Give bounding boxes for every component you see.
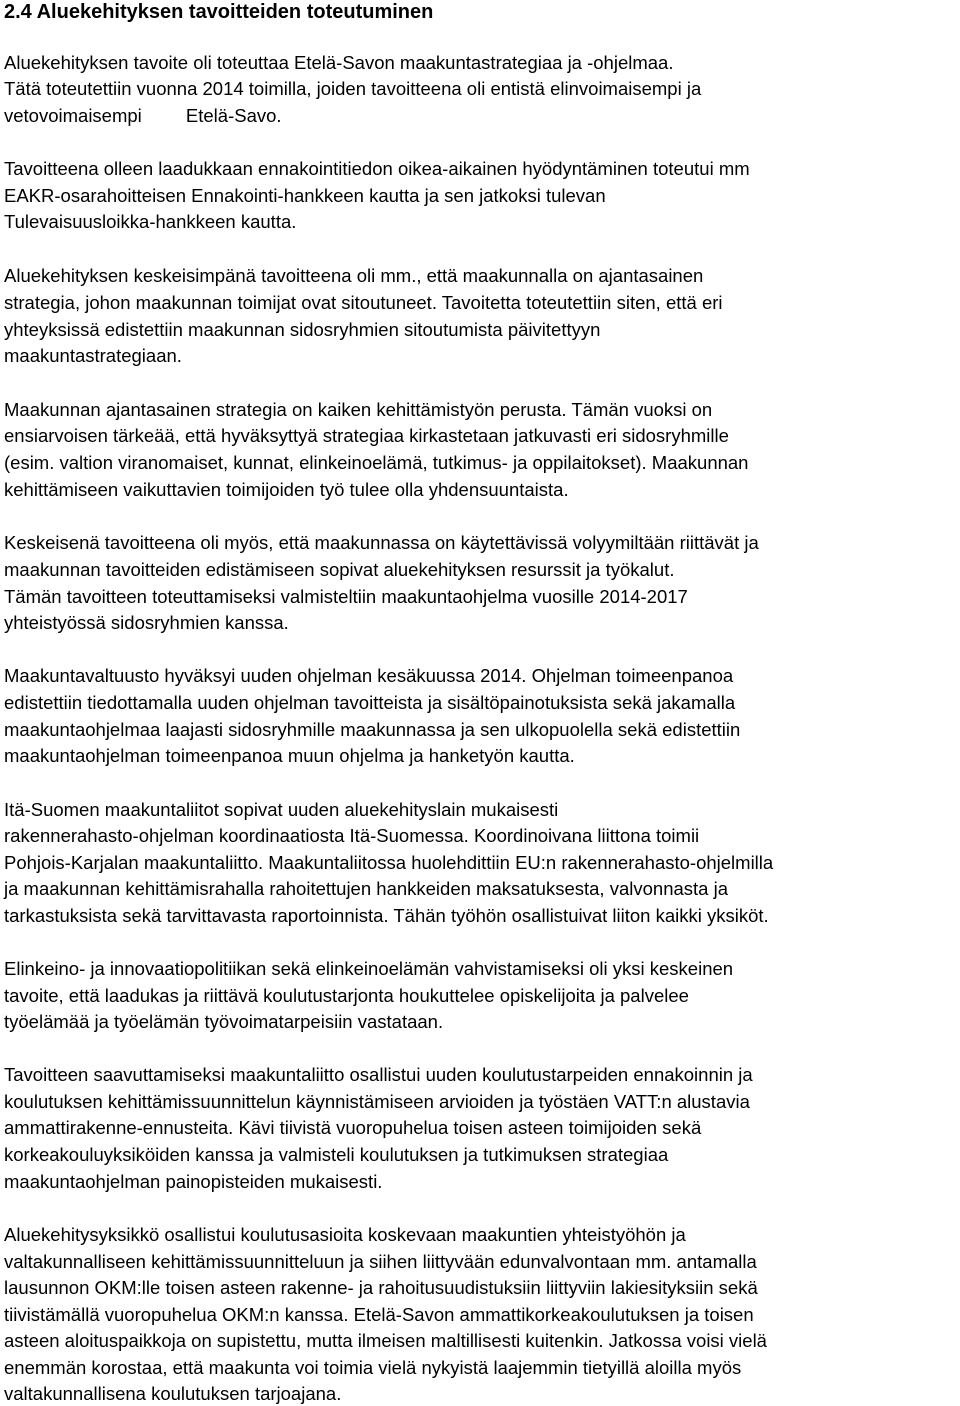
text-line: korkeakouluyksiköiden kanssa ja valmisteli koulutuksen ja tutkimuksen strategiaa	[4, 1144, 669, 1165]
text-line: Itä-Suomen maakuntaliitot sopivat uuden aluekehityslain mukaisesti	[4, 799, 559, 820]
text-line: vetovoimaisempi Etelä-Savo.	[4, 105, 282, 126]
text-line: valtakunnalliseen kehittämissuunnitteluun ja siihen liittyvään edunvalvontaan mm. antamalla	[4, 1251, 757, 1272]
text-line: edistettiin tiedottamalla uuden ohjelman tavoitteista ja sisältöpainotuksista sekä jakamalla	[4, 692, 736, 713]
text-line: tarkastuksista sekä tarvittavasta raportoinnista. Tähän työhön osallistuivat liiton kaikki yksiköt.	[4, 905, 769, 926]
text-line: (esim. valtion viranomaiset, kunnat, elinkeinoelämä, tutkimus- ja oppilaitokset). Maakunnan	[4, 452, 749, 473]
text-line: ensiarvoisen tärkeää, että hyväksyttyä strategiaa kirkastetaan jatkuvasti eri sidosryhmille	[4, 425, 729, 446]
text-line: yhteyksissä edistettiin maakunnan sidosryhmien sitoutumista päivitettyyn	[4, 319, 601, 340]
text-line: Tätä toteutettiin vuonna 2014 toimilla, joiden tavoitteena oli entistä elinvoimaisempi ja	[4, 78, 702, 99]
text-line: Pohjois-Karjalan maakuntaliitto. Maakuntaliitossa huolehdittiin EU:n rakennerahasto-ohjelmilla	[4, 852, 774, 873]
text-line: maakuntastrategiaan.	[4, 345, 182, 366]
text-line: lausunnon OKM:lle toisen asteen rakenne- ja rahoitusuudistuksiin liittyviin lakiesityksiin sekä	[4, 1277, 758, 1298]
text-line: maakuntaohjelmaa laajasti sidosryhmille maakunnassa ja sen ulkopuolella sekä edistettiin	[4, 719, 741, 740]
text-line: asteen aloituspaikkoja on supistettu, mutta ilmeisen maltillisesti kuitenkin. Jatkossa voisi vielä	[4, 1330, 767, 1351]
text-line: kehittämiseen vaikuttavien toimijoiden työ tulee olla yhdensuuntaista.	[4, 479, 569, 500]
section-heading: 2.4 Aluekehityksen tavoitteiden toteutuminen	[4, 1, 434, 23]
text-line: työelämää ja työelämän työvoimatarpeisiin vastataan.	[4, 1011, 444, 1032]
text-line: Aluekehityksen keskeisimpänä tavoitteena oli mm., että maakunnalla on ajantasainen	[4, 265, 704, 286]
text-line: tavoite, että laadukas ja riittävä koulutustarjonta houkuttelee opiskelijoita ja palvelee	[4, 985, 689, 1006]
text-line: Tulevaisuusloikka-hankkeen kautta.	[4, 211, 297, 232]
text-line: Keskeisenä tavoitteena oli myös, että maakunnassa on käytettävissä volyymiltään riittävät ja	[4, 532, 759, 553]
text-line: EAKR-osarahoitteisen Ennakointi-hankkeen kautta ja sen jatkoksi tulevan	[4, 185, 606, 206]
text-line: ja maakunnan kehittämisrahalla rahoitettujen hankkeiden maksatuksesta, valvonnasta ja	[4, 878, 728, 899]
text-line: valtakunnallisena koulutuksen tarjoajana.	[4, 1383, 342, 1404]
text-line: ammattirakenne-ennusteita. Kävi tiivistä vuoropuhelua toisen asteen toimijoiden sekä	[4, 1117, 702, 1138]
text-line: rakennerahasto-ohjelman koordinaatiosta Itä-Suomessa. Koordinoivana liittona toimii	[4, 825, 700, 846]
text-line: Maakuntavaltuusto hyväksyi uuden ohjelman kesäkuussa 2014. Ohjelman toimeenpanoa	[4, 665, 734, 686]
text-line: maakuntaohjelman toimeenpanoa muun ohjelma ja hanketyön kautta.	[4, 745, 575, 766]
text-line: Aluekehityksen tavoite oli toteuttaa Etelä-Savon maakuntastrategiaa ja -ohjelmaa.	[4, 52, 674, 73]
text-line: maakunnan tavoitteiden edistämiseen sopivat aluekehityksen resurssit ja työkalut.	[4, 559, 675, 580]
text-line: Tämän tavoitteen toteuttamiseksi valmisteltiin maakuntaohjelma vuosille 2014-2017	[4, 586, 688, 607]
text-line: Tavoitteena olleen laadukkaan ennakointitiedon oikea-aikainen hyödyntäminen toteutui mm	[4, 158, 750, 179]
text-line: strategia, johon maakunnan toimijat ovat sitoutuneet. Tavoitetta toteutettiin siten, että eri	[4, 292, 723, 313]
text-line: tiivistämällä vuoropuhelua OKM:n kanssa. Etelä-Savon ammattikorkeakoulutuksen ja toisen	[4, 1304, 754, 1325]
text-line: Tavoitteen saavuttamiseksi maakuntaliitto osallistui uuden koulutustarpeiden ennakoinnin ja	[4, 1064, 753, 1085]
text-line: Aluekehitysyksikkö osallistui koulutusasioita koskevaan maakuntien yhteistyöhön ja	[4, 1224, 686, 1245]
text-line: Maakunnan ajantasainen strategia on kaiken kehittämistyön perusta. Tämän vuoksi on	[4, 399, 713, 420]
text-line: koulutuksen kehittämissuunnittelun käynnistämiseen arvioiden ja työstäen VATT:n alustavia	[4, 1091, 750, 1112]
text-line: maakuntaohjelman painopisteiden mukaisesti.	[4, 1171, 383, 1192]
text-line: Elinkeino- ja innovaatiopolitiikan sekä elinkeinoelämän vahvistamiseksi oli yksi keskeinen	[4, 958, 734, 979]
text-line: enemmän korostaa, että maakunta voi toimia vielä nykyistä laajemmin tietyillä aloilla myös	[4, 1357, 742, 1378]
text-line: yhteistyössä sidosryhmien kanssa.	[4, 612, 289, 633]
